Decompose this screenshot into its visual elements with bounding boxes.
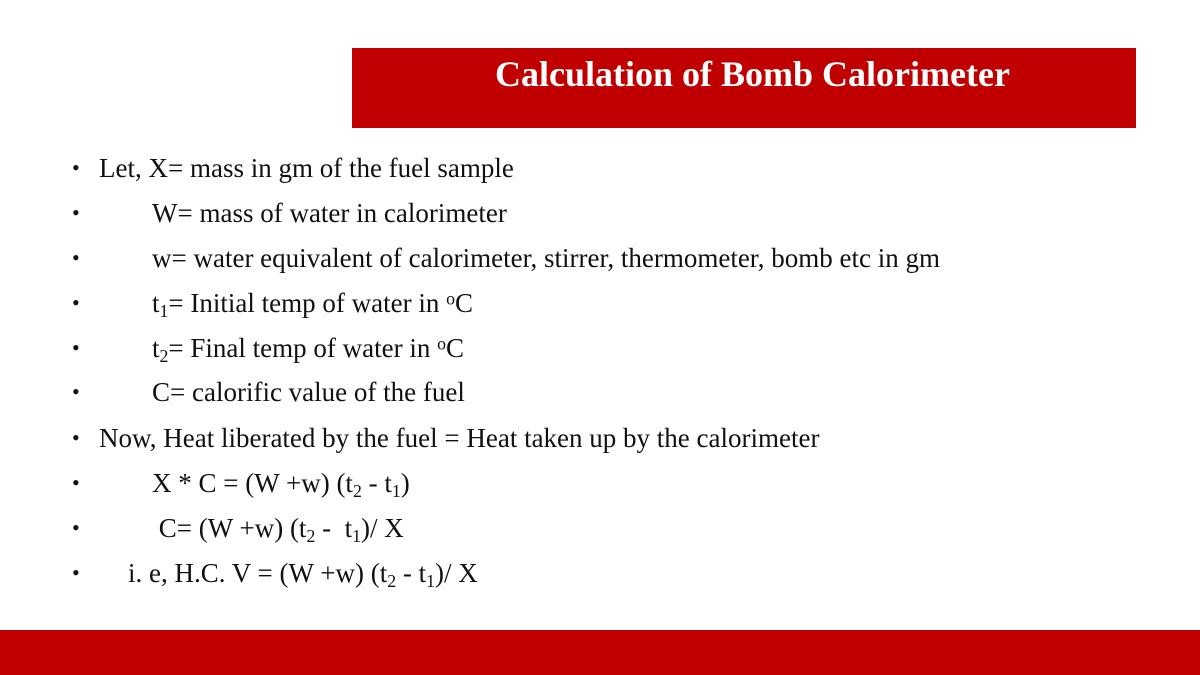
bullet-text bbox=[99, 148, 514, 188]
slide-title: Calculation of Bomb Calorimeter bbox=[495, 54, 1010, 94]
bullet-item-equation-hcv bbox=[0, 553, 1100, 593]
subscript: 2 bbox=[306, 525, 316, 546]
bullet-item-calorific-value bbox=[0, 372, 1100, 412]
bullet-text bbox=[152, 463, 410, 503]
subscript: 1 bbox=[391, 480, 401, 501]
text-run: C= (W +w) (t bbox=[152, 513, 307, 543]
text-run: - t bbox=[315, 513, 353, 543]
bullet-icon: • bbox=[72, 245, 80, 270]
bullet-icon: • bbox=[72, 560, 80, 585]
superscript: o bbox=[446, 288, 455, 309]
bullet-item-mass-water bbox=[0, 193, 1100, 233]
text-run: - t bbox=[361, 468, 392, 498]
text-run: C bbox=[446, 333, 465, 363]
footer-banner bbox=[0, 630, 1200, 675]
subscript: 1 bbox=[352, 525, 361, 546]
bullet-text bbox=[152, 193, 507, 233]
text-run: t bbox=[152, 333, 160, 363]
bullet-item-initial-temp bbox=[0, 283, 1100, 323]
bullet-text bbox=[128, 553, 478, 593]
subscript: 2 bbox=[352, 480, 362, 501]
bullet-icon: • bbox=[72, 515, 80, 540]
bullet-icon: • bbox=[72, 335, 80, 360]
text-run: C bbox=[454, 288, 473, 318]
bullet-icon: • bbox=[72, 155, 80, 180]
bullet-item-equation-2 bbox=[0, 508, 1100, 548]
subscript: 1 bbox=[426, 570, 436, 591]
bullet-text bbox=[152, 238, 940, 278]
text-run: i. e, H.C. V = (W +w) (t bbox=[128, 558, 388, 588]
bullet-item-mass-x bbox=[0, 148, 1100, 188]
text-run: )/ X bbox=[361, 513, 404, 543]
text-run: - t bbox=[396, 558, 427, 588]
bullet-text bbox=[152, 283, 473, 323]
subscript: 1 bbox=[159, 300, 169, 321]
text-run: ) bbox=[400, 468, 410, 498]
text-run: = Initial temp of water in bbox=[168, 288, 447, 318]
bullet-text bbox=[152, 372, 465, 412]
bullet-icon: • bbox=[72, 200, 80, 225]
bullet-icon: • bbox=[72, 290, 80, 315]
bullet-item-heat-balance bbox=[0, 418, 1100, 458]
text-run: t bbox=[152, 288, 160, 318]
subscript: 2 bbox=[387, 570, 397, 591]
bullet-text bbox=[99, 418, 819, 458]
bullet-item-water-equivalent bbox=[0, 238, 1100, 278]
text-run: Let, X= mass in gm of the fuel sample bbox=[99, 153, 514, 183]
bullet-text bbox=[152, 328, 464, 368]
superscript: o bbox=[437, 333, 446, 354]
bullet-icon: • bbox=[72, 425, 80, 450]
text-run: X * C = (W +w) (t bbox=[152, 468, 353, 498]
text-run: )/ X bbox=[435, 558, 478, 588]
bullet-item-equation-1 bbox=[0, 463, 1100, 503]
subscript: 2 bbox=[159, 345, 169, 366]
text-run: w= water equivalent of calorimeter, stirrer, thermometer, bomb etc in gm bbox=[152, 243, 940, 273]
text-run: = Final temp of water in bbox=[168, 333, 438, 363]
text-run: C= calorific value of the fuel bbox=[152, 377, 465, 407]
text-run: Now, Heat liberated by the fuel = Heat taken up by the calorimeter bbox=[99, 423, 820, 453]
bullet-icon: • bbox=[72, 470, 80, 495]
bullet-item-final-temp bbox=[0, 328, 1100, 368]
bullet-icon: • bbox=[72, 379, 80, 404]
text-run: W= mass of water in calorimeter bbox=[152, 198, 507, 228]
bullet-text bbox=[152, 508, 404, 548]
